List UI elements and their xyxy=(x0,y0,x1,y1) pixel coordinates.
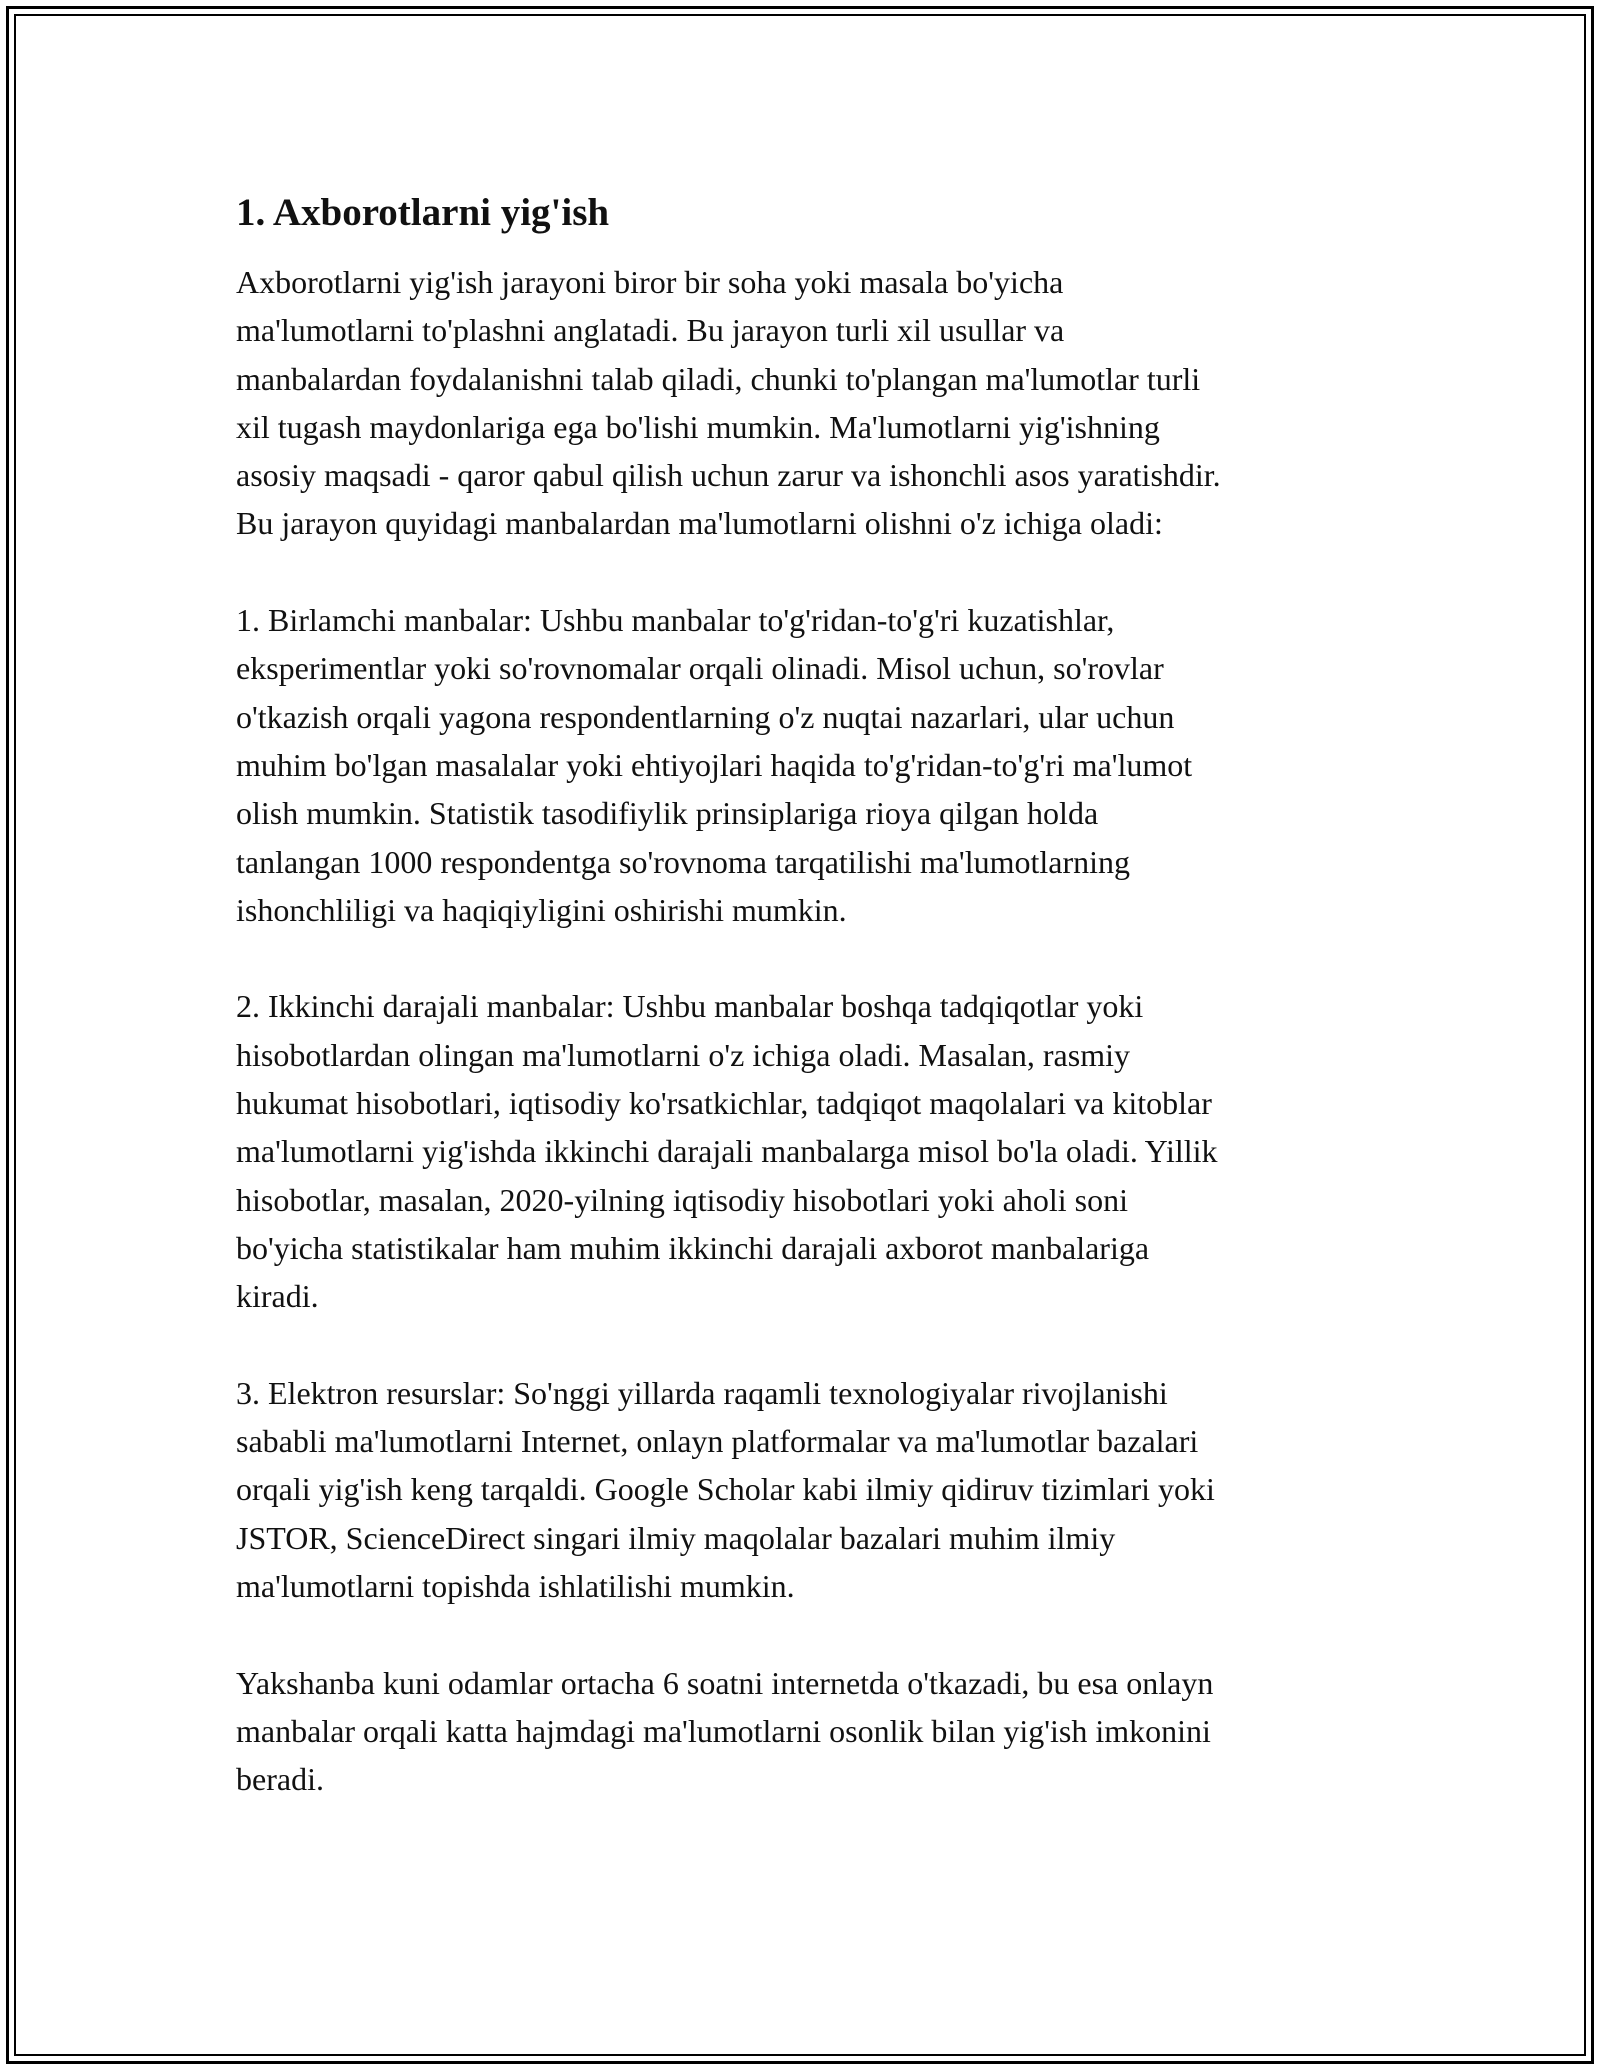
text-line: ma'lumotlarni yig'ishda ikkinchi darajali manbalarga misol bo'la oladi. Yillik xyxy=(236,1133,1218,1170)
text-line: 3. Elektron resurslar: So'nggi yillarda raqamli texnologiyalar rivojlanishi xyxy=(236,1374,1168,1411)
paragraph-electronic-resources xyxy=(236,1369,1396,1610)
text-line: eksperimentlar yoki so'rovnomalar orqali olinadi. Misol uchun, so'rovlar xyxy=(236,650,1164,687)
section-heading: 1. Axborotlarni yig'ish xyxy=(236,191,610,234)
text-line: hisobotlardan olingan ma'lumotlarni o'z ichiga oladi. Masalan, rasmiy xyxy=(236,1036,1130,1073)
text-line: olish mumkin. Statistik tasodifiylik prinsiplariga rioya qilgan holda xyxy=(236,795,1099,832)
text-line: manbalar orqali katta hajmdagi ma'lumotlarni osonlik bilan yig'ish imkonini xyxy=(236,1712,1211,1749)
text-line: ma'lumotlarni to'plashni anglatadi. Bu jarayon turli xil usullar va xyxy=(236,312,1065,349)
text-line: 1. Birlamchi manbalar: Ushbu manbalar to'g'ridan-to'g'ri kuzatishlar, xyxy=(236,602,1115,639)
text-line: orqali yig'ish keng tarqaldi. Google Scholar kabi ilmiy qidiruv tizimlari yoki xyxy=(236,1471,1215,1508)
paragraph-secondary-sources xyxy=(236,982,1396,1320)
paragraph-closing xyxy=(236,1659,1396,1804)
text-line: manbalardan foydalanishni talab qiladi, chunki to'plangan ma'lumotlar turli xyxy=(236,360,1201,397)
text-line: sababli ma'lumotlarni Internet, onlayn platformalar va ma'lumotlar bazalari xyxy=(236,1423,1199,1460)
text-line: kiradi. xyxy=(236,1278,319,1315)
paragraph-primary-sources xyxy=(236,596,1396,934)
text-line: hukumat hisobotlari, iqtisodiy ko'rsatkichlar, tadqiqot maqolalari va kitoblar xyxy=(236,1085,1212,1122)
text-line: Axborotlarni yig'ish jarayoni biror bir soha yoki masala bo'yicha xyxy=(236,264,1064,300)
document-body xyxy=(236,185,1396,1852)
text-line: asosiy maqsadi - qaror qabul qilish uchun zarur va ishonchli asos yaratishdir. xyxy=(236,457,1221,494)
text-line: 2. Ikkinchi darajali manbalar: Ushbu manbalar boshqa tadqiqotlar yoki xyxy=(236,988,1144,1025)
text-line: JSTOR, ScienceDirect singari ilmiy maqolalar bazalari muhim ilmiy xyxy=(236,1519,1116,1556)
text-line: beradi. xyxy=(236,1761,324,1798)
paragraph-intro xyxy=(236,258,1396,548)
text-line: ma'lumotlarni topishda ishlatilishi mumkin. xyxy=(236,1568,795,1605)
text-line: hisobotlar, masalan, 2020-yilning iqtisodiy hisobotlari yoki aholi soni xyxy=(236,1181,1128,1218)
text-line: Bu jarayon quyidagi manbalardan ma'lumotlarni olishni o'z ichiga oladi: xyxy=(236,505,1163,542)
text-line: o'tkazish orqali yagona respondentlarning o'z nuqtai nazarlari, ular uchun xyxy=(236,698,1175,735)
text-line: bo'yicha statistikalar ham muhim ikkinchi darajali axborot manbalariga xyxy=(236,1229,1150,1266)
text-line: muhim bo'lgan masalalar yoki ehtiyojlari haqida to'g'ridan-to'g'ri ma'lumot xyxy=(236,746,1193,783)
text-line: ishonchliligi va haqiqiyligini oshirishi mumkin. xyxy=(236,891,847,928)
text-line: tanlangan 1000 respondentga so'rovnoma tarqatilishi ma'lumotlarning xyxy=(236,843,1130,880)
text-line: xil tugash maydonlariga ega bo'lishi mumkin. Ma'lumotlarni yig'ishning xyxy=(236,408,1160,445)
text-line: Yakshanba kuni odamlar ortacha 6 soatni internetda o'tkazadi, bu esa onlayn xyxy=(236,1664,1214,1701)
